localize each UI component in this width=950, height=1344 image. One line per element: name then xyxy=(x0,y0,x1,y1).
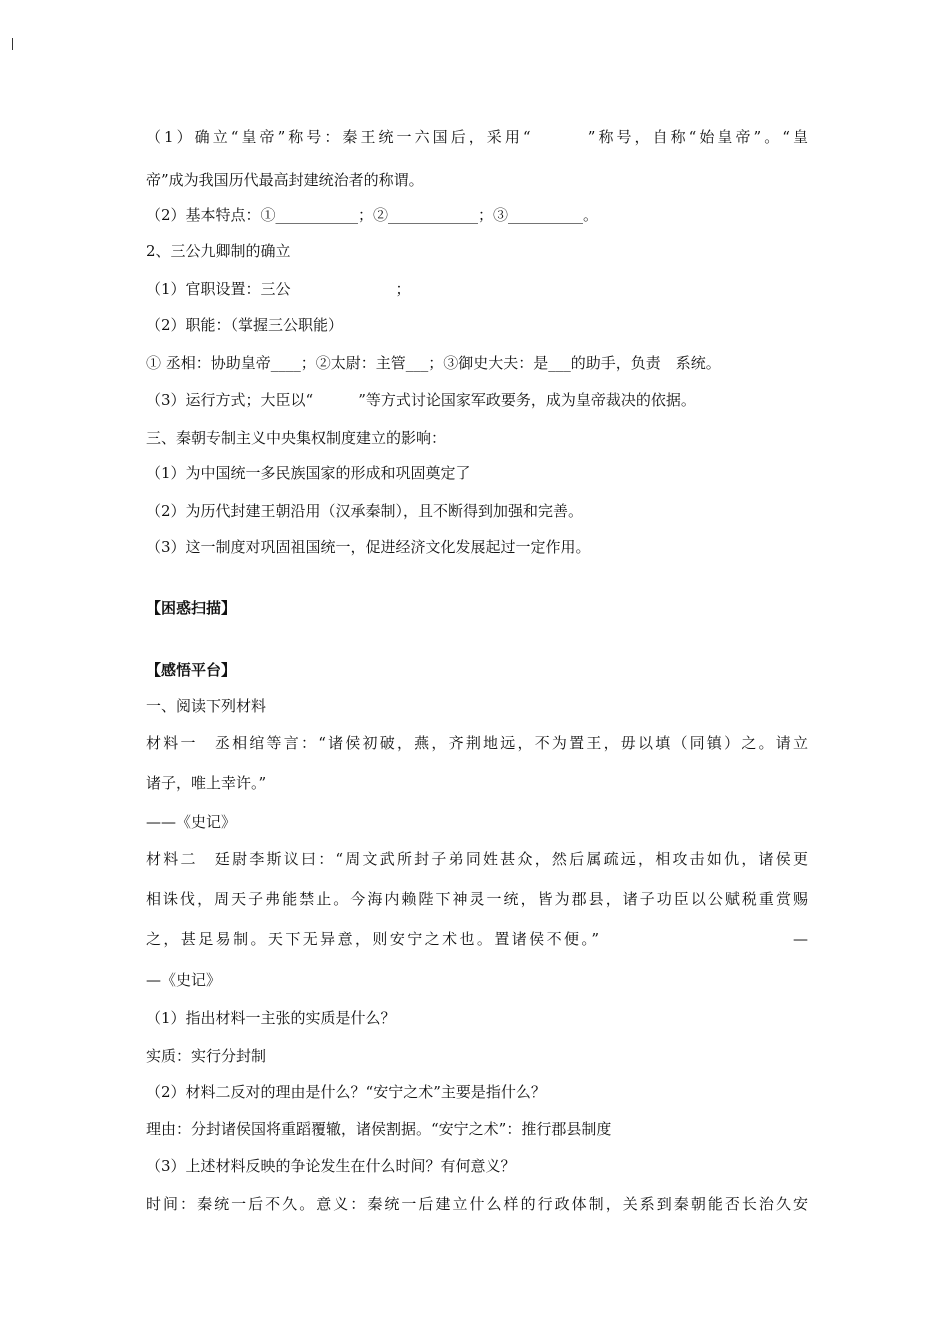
question-line: （1）指出材料一主张的实质是什么？ xyxy=(146,1009,396,1027)
citation: —《史记》 xyxy=(146,971,222,989)
answer-line: 理由：分封诸侯国将重蹈覆辙，诸侯割据。“安宁之术”：推行郡县制度 xyxy=(146,1120,612,1138)
section-heading: 三、秦朝专制主义中央集权制度建立的影响： xyxy=(146,429,447,447)
text-line: （2）为历代封建王朝沿用（汉承秦制），且不断得到加强和完善。 xyxy=(146,502,584,520)
question-line: （2）材料二反对的理由是什么？“安宁之术”主要是指什么？ xyxy=(146,1083,546,1101)
text-line: （1）官职设置：三公 ； xyxy=(146,280,411,298)
text-line: 诸子，唯上幸许。” xyxy=(146,774,267,792)
text-line: 材料二 廷尉李斯议曰：“周文武所封子弟同姓甚众，然后属疏远，相攻击如仇，诸侯更 xyxy=(146,850,808,868)
section-heading: 2、三公九卿制的确立 xyxy=(146,242,291,260)
text-line: （2）基本特点：①___________；②____________；③__________。 xyxy=(146,206,599,224)
text-line: 之，甚足易制。天下无异意，则安宁之术也。置诸侯不便。” — xyxy=(146,930,808,948)
text-line: （1）确立“皇帝”称号：秦王统一六国后，采用“ ”称号，自称“始皇帝”。“皇 xyxy=(146,128,808,146)
text-line: （3）运行方式；大臣以“ ”等方式讨论国家军政要务，成为皇帝裁决的依据。 xyxy=(146,391,696,409)
answer-line: 实质：实行分封制 xyxy=(146,1047,267,1065)
citation: ——《史记》 xyxy=(146,813,237,831)
text-line: （1）为中国统一多民族国家的形成和巩固奠定了 xyxy=(146,464,471,482)
section-heading: 一、阅读下列材料 xyxy=(146,697,267,715)
text-line: 材料一 丞相绾等言：“诸侯初破，燕，齐荆地远，不为置王，毋以填（同镇）之。请立 xyxy=(146,734,808,752)
section-heading-insight: 【感悟平台】 xyxy=(146,661,237,679)
text-line: （3）这一制度对巩固祖国统一，促进经济文化发展起过一定作用。 xyxy=(146,538,591,556)
text-line: 相诛伐，周天子弗能禁止。今海内赖陛下神灵一统，皆为郡县，诸子功臣以公赋税重赏赐 xyxy=(146,890,808,908)
text-line: （2）职能：（掌握三公职能） xyxy=(146,316,344,334)
section-heading-confusion: 【困惑扫描】 xyxy=(146,599,237,617)
text-line: 帝”成为我国历代最高封建统治者的称谓。 xyxy=(146,171,424,189)
page-margin-mark xyxy=(12,38,13,50)
question-line: （3）上述材料反映的争论发生在什么时间？有何意义？ xyxy=(146,1157,516,1175)
text-line: ① 丞相：协助皇帝____；②太尉：主管___；③御史大夫：是___的助手，负责 系统。 xyxy=(146,354,721,372)
answer-line: 时间：秦统一后不久。意义：秦统一后建立什么样的行政体制，关系到秦朝能否长治久安 xyxy=(146,1195,808,1213)
